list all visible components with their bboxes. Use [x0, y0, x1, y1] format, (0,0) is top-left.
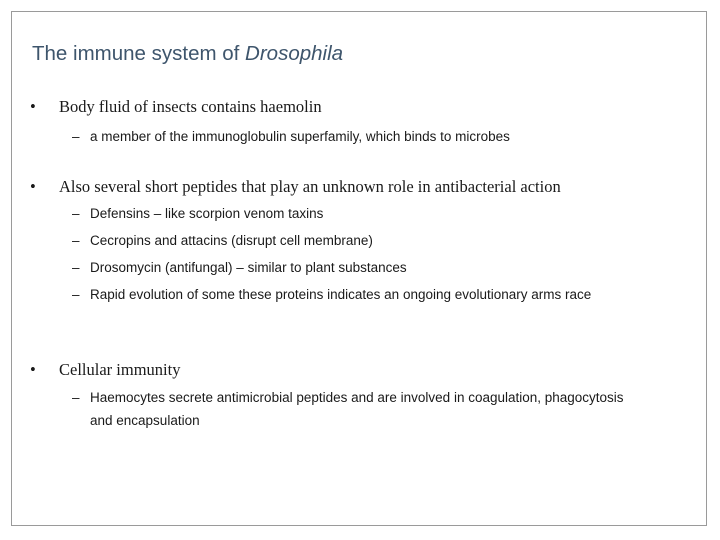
- dash-symbol: –: [72, 206, 80, 221]
- sub-bullet-2-3-text: Drosomycin (antifungal) – similar to plant substances: [90, 260, 407, 275]
- sub-bullet-2-2-text: Cecropins and attacins (disrupt cell membrane): [90, 233, 373, 248]
- sub-bullet-2-4: [72, 283, 642, 306]
- dash-symbol: –: [72, 390, 80, 405]
- sub-bullet-3-1-text: Haemocytes secrete antimicrobial peptides and are involved in coagulation, phagocytosis and encapsulation: [90, 390, 624, 428]
- dash-symbol: –: [72, 260, 80, 275]
- dash-symbol: –: [72, 129, 80, 144]
- bullet-3-text: Cellular immunity: [59, 360, 181, 379]
- title-italic: Drosophila: [245, 42, 344, 65]
- sub-bullet-1-1-text: a member of the immunoglobulin superfamily, which binds to microbes: [90, 129, 510, 144]
- bullet-2-symbol: •: [30, 177, 36, 196]
- title-prefix: The immune system of: [32, 42, 246, 65]
- bullet-3-symbol: •: [30, 360, 36, 379]
- sub-bullet-2-3: [72, 256, 642, 279]
- sub-bullet-2-1-text: Defensins – like scorpion venom taxins: [90, 206, 324, 221]
- bullet-2-text: Also several short peptides that play an unknown role in antibacterial action: [59, 177, 561, 196]
- sub-bullet-2-1: [72, 202, 642, 225]
- sub-bullet-1-1: [72, 125, 642, 148]
- slide: [11, 11, 707, 526]
- dash-symbol: –: [72, 233, 80, 248]
- sub-bullet-3-1: [72, 386, 642, 432]
- slide-title: [32, 42, 343, 66]
- bullet-1-symbol: •: [30, 97, 36, 116]
- sub-bullet-2-4-text: Rapid evolution of some these proteins indicates an ongoing evolutionary arms race: [90, 287, 592, 302]
- bullet-1-text: Body fluid of insects contains haemolin: [59, 97, 322, 116]
- sub-bullet-2-2: [72, 229, 642, 252]
- dash-symbol: –: [72, 287, 80, 302]
